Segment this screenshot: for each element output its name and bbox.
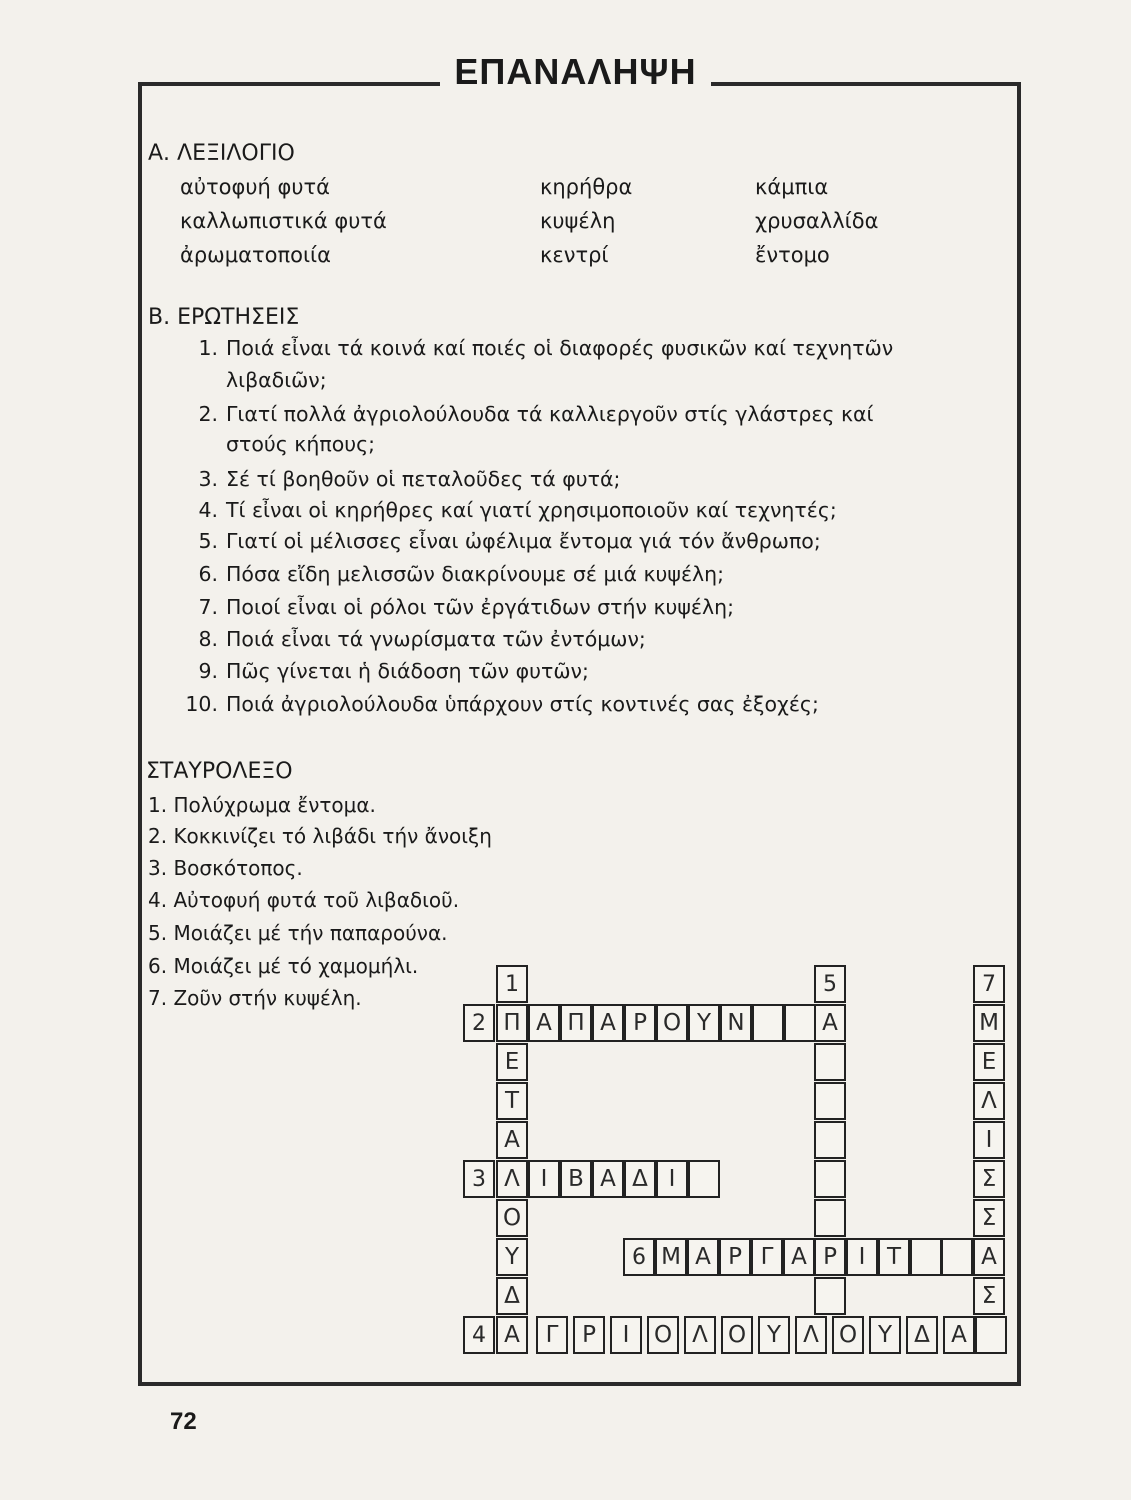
question-text: Ποιά ἀγριολούλουδα ὑπάρχουν στίς κοντινές σας ἐξοχές; bbox=[226, 692, 819, 716]
crossword-empty-cell bbox=[814, 1199, 846, 1237]
crossword-number-cell: 3 bbox=[463, 1160, 495, 1198]
question-item bbox=[182, 560, 724, 588]
crossword-letter-cell: Ι bbox=[846, 1238, 878, 1276]
question-item bbox=[182, 496, 837, 524]
crossword-letter-cell: Σ bbox=[973, 1199, 1005, 1237]
question-number: 9. bbox=[198, 659, 218, 683]
vocabulary-column-2 bbox=[540, 170, 632, 272]
crossword-letter-cell: Α bbox=[528, 1004, 560, 1042]
questions-heading: Β. ΕΡΩΤΗΣΕΙΣ bbox=[148, 305, 300, 330]
crossword-letter-cell: Ν bbox=[720, 1004, 752, 1042]
crossword-empty-cell bbox=[814, 1043, 846, 1081]
question-item bbox=[182, 593, 734, 621]
crossword-letter-cell: Π bbox=[560, 1004, 592, 1042]
crossword-clue: 4. Αὐτοφυή φυτά τοῦ λιβαδιοῦ. bbox=[148, 888, 460, 912]
crossword-clue: 1. Πολύχρωμα ἔντομα. bbox=[148, 793, 376, 817]
crossword-letter-cell: Ο bbox=[496, 1199, 528, 1237]
crossword-letter-cell: Υ bbox=[758, 1316, 790, 1354]
crossword-clue: 3. Βοσκότοπος. bbox=[148, 856, 303, 880]
crossword-letter-cell: Α bbox=[592, 1160, 624, 1198]
crossword-letter-cell: Α bbox=[783, 1238, 815, 1276]
question-item bbox=[182, 527, 821, 555]
crossword-letter-cell: Ι bbox=[973, 1121, 1005, 1159]
crossword-letter-cell: Δ bbox=[624, 1160, 656, 1198]
crossword-letter-cell: Α bbox=[592, 1004, 624, 1042]
crossword-letter-cell: Τ bbox=[878, 1238, 910, 1276]
question-continuation: στούς κήπους; bbox=[226, 432, 376, 456]
vocabulary-term: κάμπια bbox=[755, 175, 829, 199]
vocabulary-heading: Α. ΛΕΞΙΛΟΓΙΟ bbox=[148, 141, 295, 166]
crossword-letter-cell: Ο bbox=[656, 1004, 688, 1042]
crossword-letter-cell: Μ bbox=[973, 1004, 1005, 1042]
crossword-empty-cell bbox=[814, 1121, 846, 1159]
vocabulary-term: ἀρωματοποιία bbox=[180, 243, 331, 267]
vocabulary-term: ἔντομο bbox=[755, 243, 830, 267]
crossword-letter-cell: Α bbox=[943, 1316, 975, 1354]
question-number: 3. bbox=[198, 467, 218, 491]
vocabulary-term: κεντρί bbox=[540, 243, 609, 267]
crossword-letter-cell: Ι bbox=[656, 1160, 688, 1198]
page-title: ΕΠΑΝΑΛΗΨΗ bbox=[440, 50, 710, 94]
question-text: Πόσα εἴδη μελισσῶν διακρίνουμε σέ μιά κυψέλη; bbox=[226, 562, 725, 586]
crossword-letter-cell: Α bbox=[687, 1238, 719, 1276]
vocabulary-term: καλλωπιστικά φυτά bbox=[180, 209, 387, 233]
crossword-letter-cell: Υ bbox=[688, 1004, 720, 1042]
question-number: 7. bbox=[198, 595, 218, 619]
vocabulary-column-3 bbox=[755, 170, 878, 272]
crossword-letter-cell: Ρ bbox=[624, 1004, 656, 1042]
vocabulary-term: κηρήθρα bbox=[540, 175, 633, 199]
question-text: Γιατί οἱ μέλισσες εἶναι ὠφέλιμα ἔντομα γιά τόν ἄνθρωπο; bbox=[226, 529, 821, 553]
question-item bbox=[182, 400, 874, 428]
crossword-empty-cell bbox=[752, 1004, 784, 1042]
question-number: 10. bbox=[185, 692, 218, 716]
crossword-number-cell: 2 bbox=[463, 1004, 495, 1042]
question-number: 4. bbox=[198, 498, 218, 522]
question-text: Ποιά εἶναι τά γνωρίσματα τῶν ἐντόμων; bbox=[226, 627, 646, 651]
crossword-letter-cell: Ε bbox=[973, 1043, 1005, 1081]
question-number: 1. bbox=[198, 336, 218, 360]
crossword-empty-cell bbox=[941, 1238, 973, 1276]
crossword-number-cell: 7 bbox=[973, 965, 1005, 1003]
question-number: 2. bbox=[198, 402, 218, 426]
question-text: Τί εἶναι οἱ κηρήθρες καί γιατί χρησιμοποιοῦν καί τεχνητές; bbox=[226, 498, 837, 522]
crossword-letter-cell: Α bbox=[496, 1121, 528, 1159]
question-continuation: λιβαδιῶν; bbox=[226, 368, 327, 392]
crossword-clue: 2. Κοκκινίζει τό λιβάδι τήν ἄνοιξη bbox=[148, 824, 492, 848]
crossword-heading: ΣΤΑΥΡΟΛΕΞΟ bbox=[146, 759, 293, 784]
crossword-empty-cell bbox=[688, 1160, 720, 1198]
question-item bbox=[182, 465, 620, 493]
crossword-letter-cell: Ρ bbox=[814, 1238, 846, 1276]
crossword-letter-cell: Γ bbox=[751, 1238, 783, 1276]
question-text: Πῶς γίνεται ἡ διάδοση τῶν φυτῶν; bbox=[226, 659, 589, 683]
crossword-clue: 6. Μοιάζει μέ τό χαμομήλι. bbox=[148, 954, 419, 978]
crossword-letter-cell: Α bbox=[496, 1316, 528, 1354]
crossword-letter-cell: Β bbox=[560, 1160, 592, 1198]
question-item bbox=[182, 657, 589, 685]
question-item bbox=[182, 334, 893, 362]
crossword-letter-cell: Λ bbox=[496, 1160, 528, 1198]
crossword-letter-cell: Υ bbox=[496, 1238, 528, 1276]
crossword-empty-cell bbox=[814, 1082, 846, 1120]
crossword-letter-cell: Υ bbox=[869, 1316, 901, 1354]
crossword-letter-cell: Ε bbox=[496, 1043, 528, 1081]
question-number: 5. bbox=[198, 529, 218, 553]
crossword-empty-cell bbox=[975, 1316, 1007, 1354]
crossword-empty-cell bbox=[910, 1238, 942, 1276]
question-item bbox=[182, 625, 646, 653]
crossword-letter-cell: Ο bbox=[647, 1316, 679, 1354]
crossword-number-cell: 1 bbox=[496, 965, 528, 1003]
crossword-number-cell: 6 bbox=[623, 1238, 655, 1276]
crossword-letter-cell: Δ bbox=[906, 1316, 938, 1354]
question-text: Σέ τί βοηθοῦν οἱ πεταλοῦδες τά φυτά; bbox=[226, 467, 621, 491]
crossword-letter-cell: Α bbox=[814, 1004, 846, 1042]
crossword-clue: 5. Μοιάζει μέ τήν παπαρούνα. bbox=[148, 921, 448, 945]
question-item bbox=[182, 690, 819, 718]
crossword-letter-cell: Λ bbox=[684, 1316, 716, 1354]
crossword-letter-cell: Τ bbox=[496, 1082, 528, 1120]
vocabulary-column-1 bbox=[180, 170, 387, 272]
crossword-letter-cell: Ο bbox=[721, 1316, 753, 1354]
crossword-empty-cell bbox=[814, 1160, 846, 1198]
vocabulary-term: κυψέλη bbox=[540, 209, 616, 233]
crossword-letter-cell: Ρ bbox=[719, 1238, 751, 1276]
crossword-letter-cell: Ο bbox=[832, 1316, 864, 1354]
question-number: 6. bbox=[198, 562, 218, 586]
question-text: Ποιά εἶναι τά κοινά καί ποιές οἱ διαφορές φυσικῶν καί τεχνητῶν bbox=[226, 336, 894, 360]
crossword-letter-cell: Α bbox=[973, 1238, 1005, 1276]
crossword-letter-cell: Ρ bbox=[573, 1316, 605, 1354]
title-wrap bbox=[0, 50, 1131, 94]
crossword-number-cell: 5 bbox=[814, 965, 846, 1003]
crossword-letter-cell: Σ bbox=[973, 1160, 1005, 1198]
crossword-empty-cell bbox=[814, 1277, 846, 1315]
question-number: 8. bbox=[198, 627, 218, 651]
page-number: 72 bbox=[170, 1408, 197, 1435]
crossword-letter-cell: Π bbox=[496, 1004, 528, 1042]
crossword-empty-cell bbox=[784, 1004, 816, 1042]
crossword-letter-cell: Ι bbox=[528, 1160, 560, 1198]
crossword-number-cell: 4 bbox=[463, 1316, 495, 1354]
vocabulary-term: αὐτοφυή φυτά bbox=[180, 175, 330, 199]
crossword-letter-cell: Λ bbox=[973, 1082, 1005, 1120]
question-text: Γιατί πολλά ἀγριολούλουδα τά καλλιεργοῦν στίς γλάστρες καί bbox=[226, 402, 874, 426]
vocabulary-term: χρυσαλλίδα bbox=[755, 209, 879, 233]
crossword-clue: 7. Ζοῦν στήν κυψέλη. bbox=[148, 986, 362, 1010]
crossword-letter-cell: Γ bbox=[536, 1316, 568, 1354]
question-text: Ποιοί εἶναι οἱ ρόλοι τῶν ἐργάτιδων στήν κυψέλη; bbox=[226, 595, 735, 619]
crossword-letter-cell: Ι bbox=[610, 1316, 642, 1354]
crossword-letter-cell: Μ bbox=[655, 1238, 687, 1276]
crossword-letter-cell: Λ bbox=[795, 1316, 827, 1354]
crossword-letter-cell: Σ bbox=[973, 1277, 1005, 1315]
crossword-letter-cell: Δ bbox=[496, 1277, 528, 1315]
